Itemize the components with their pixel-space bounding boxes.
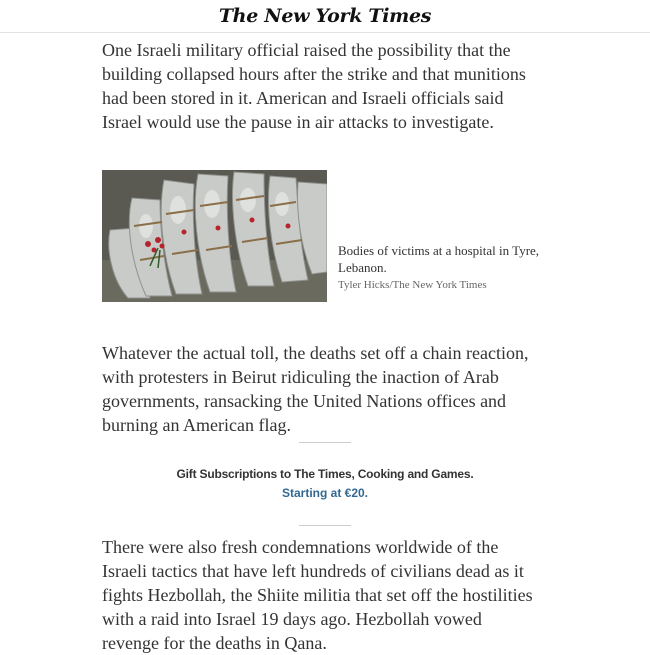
- article-paragraph-3: There were also fresh condemnations worldwide of the Israeli tactics that have left hundreds of civilians dead as it fights Hezbollah, the Shiite militia that set off the hostilities with a raid into Israel 19 days ago. Hezbollah vowed revenge for the deaths in Qana.: [102, 537, 533, 653]
- article-paragraph-1: One Israeli military official raised the possibility that the building collapsed hours after the strike and that munitions had been stored in it. American and Israeli officials said Israel would use the pause in air attacks to investigate.: [102, 40, 526, 132]
- article-paragraph-2: Whatever the actual toll, the deaths set off a chain reaction, with protesters in Beirut ridiculing the inaction of Arab governments, ransacking the United Nations offices and burning an American flag.: [102, 343, 529, 435]
- masthead: [0, 0, 650, 33]
- promo-title: Gift Subscriptions to The Times, Cooking and Games.: [176, 467, 474, 481]
- subscription-promo: [0, 442, 650, 526]
- caption-text: Bodies of victims at a hospital in Tyre, Lebanon.: [338, 243, 540, 275]
- article-photo[interactable]: [102, 170, 327, 302]
- photo-credit: Tyler Hicks/The New York Times: [338, 279, 487, 291]
- photo-caption: [338, 242, 553, 293]
- promo-link[interactable]: Starting at €20.: [281, 486, 369, 500]
- nyt-logo[interactable]: The New York Times: [218, 5, 432, 27]
- promo-divider-top: [299, 442, 351, 443]
- photo-bodies-image: [102, 170, 327, 302]
- promo-divider-bottom: [299, 525, 351, 526]
- article-figure: [102, 170, 542, 302]
